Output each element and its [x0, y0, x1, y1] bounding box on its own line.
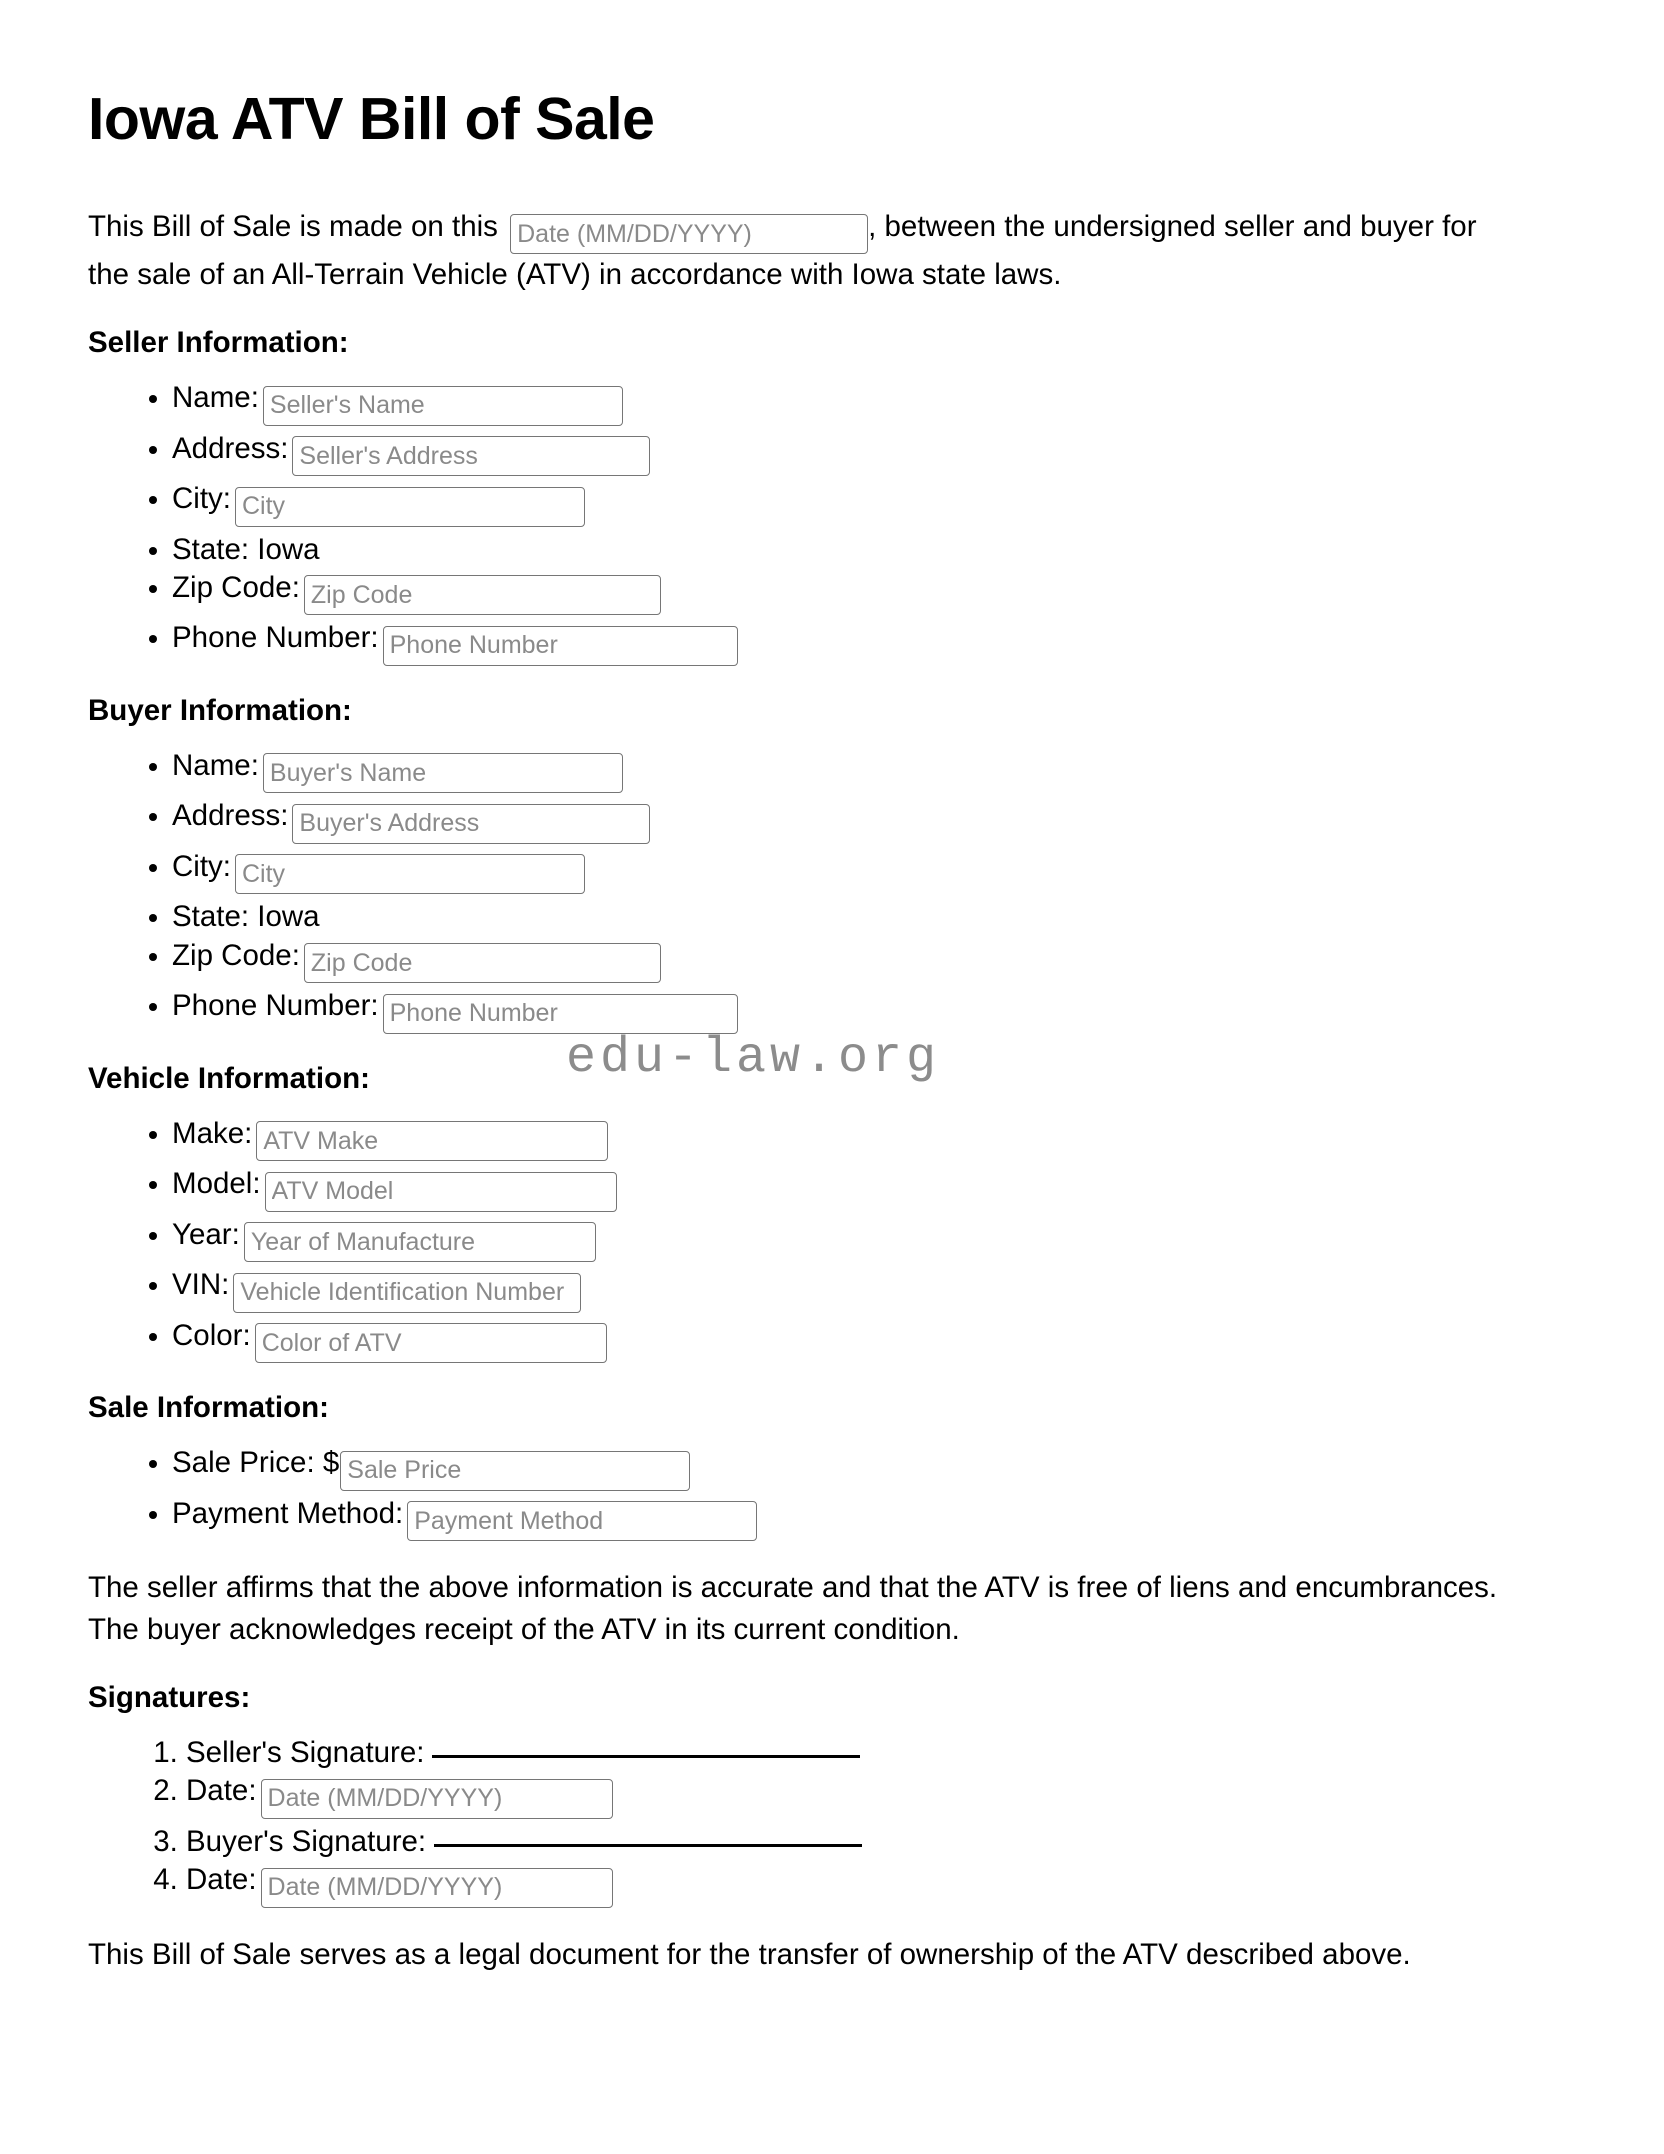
- seller-phone-input[interactable]: [383, 626, 738, 666]
- seller-information-heading: Seller Information:: [88, 326, 349, 360]
- seller-city-label: City:: [172, 482, 231, 516]
- site-watermark: edu-law.org: [566, 1030, 941, 1087]
- list-item: [172, 750, 1576, 794]
- list-item: [172, 800, 1576, 844]
- list-item: [186, 1775, 1576, 1819]
- buyer-signature-label: Buyer's Signature:: [186, 1824, 427, 1858]
- seller-address-input[interactable]: [292, 436, 650, 476]
- buyer-signature-date-input[interactable]: [261, 1868, 613, 1908]
- seller-zip-label: Zip Code:: [172, 570, 300, 604]
- buyer-zip-input[interactable]: [304, 943, 661, 983]
- seller-signature-date-input[interactable]: [261, 1779, 613, 1819]
- list-item: [172, 382, 1576, 426]
- intro-text-before-date: This Bill of Sale is made on this: [88, 209, 498, 243]
- vehicle-make-input[interactable]: [256, 1121, 608, 1161]
- vehicle-information-heading: Vehicle Information:: [88, 1061, 370, 1095]
- sale-price-label: Sale Price:: [172, 1446, 315, 1480]
- seller-phone-label: Phone Number:: [172, 621, 379, 655]
- seller-address-label: Address:: [172, 431, 289, 465]
- vehicle-field-list: [88, 1118, 1576, 1364]
- list-item: [186, 1826, 1576, 1857]
- list-item: [172, 433, 1576, 477]
- affirmation-paragraph: The seller affirms that the above information is accurate and that the ATV is free of liens and encumbrances. The buyer acknowledges receipt of the ATV in its current condition.: [88, 1571, 1498, 1647]
- seller-city-input[interactable]: [235, 487, 585, 527]
- list-item: [172, 1118, 1576, 1162]
- vehicle-color-label: Color:: [172, 1318, 251, 1352]
- list-item: [172, 534, 1576, 565]
- list-item: [172, 990, 1576, 1034]
- list-item: [172, 1168, 1576, 1212]
- buyer-city-input[interactable]: [235, 854, 585, 894]
- list-item: [172, 1320, 1576, 1364]
- buyer-address-input[interactable]: [292, 804, 650, 844]
- sale-price-input[interactable]: [340, 1451, 690, 1491]
- agreement-date-input[interactable]: [510, 214, 868, 254]
- buyer-name-label: Name:: [172, 748, 259, 782]
- buyer-phone-label: Phone Number:: [172, 989, 379, 1023]
- seller-signature-label: Seller's Signature:: [186, 1736, 425, 1769]
- payment-method-input[interactable]: [407, 1501, 757, 1541]
- vehicle-vin-label: VIN:: [172, 1268, 230, 1302]
- sale-information-heading: Sale Information:: [88, 1391, 329, 1425]
- buyer-name-input[interactable]: [263, 753, 623, 793]
- vehicle-model-input[interactable]: [265, 1172, 617, 1212]
- list-item: [172, 572, 1576, 616]
- vehicle-year-label: Year:: [172, 1217, 240, 1251]
- list-item: [172, 851, 1576, 895]
- signatures-list: [88, 1737, 1576, 1908]
- buyer-state-label: State: Iowa: [172, 900, 320, 934]
- list-item: [172, 483, 1576, 527]
- vehicle-year-input[interactable]: [244, 1222, 596, 1262]
- closing-paragraph: This Bill of Sale serves as a legal document for the transfer of ownership of the ATV described above.: [88, 1937, 1411, 1971]
- list-item: [172, 622, 1576, 666]
- list-item: [172, 1269, 1576, 1313]
- seller-name-label: Name:: [172, 381, 259, 415]
- vehicle-vin-input[interactable]: [233, 1273, 581, 1313]
- vehicle-model-label: Model:: [172, 1167, 261, 1201]
- seller-signature-line[interactable]: [432, 1755, 860, 1758]
- seller-signature-date-label: Date:: [186, 1774, 257, 1808]
- list-item: [186, 1864, 1576, 1908]
- vehicle-make-label: Make:: [172, 1116, 253, 1150]
- buyer-zip-label: Zip Code:: [172, 938, 300, 972]
- seller-field-list: [88, 382, 1576, 666]
- list-item: [172, 940, 1576, 984]
- intro-paragraph: [88, 206, 1518, 296]
- buyer-phone-input[interactable]: [383, 994, 738, 1034]
- buyer-city-label: City:: [172, 849, 231, 883]
- page-title: Iowa ATV Bill of Sale: [88, 86, 655, 152]
- seller-name-input[interactable]: [263, 386, 623, 426]
- seller-zip-input[interactable]: [304, 575, 661, 615]
- list-item: [172, 1447, 1576, 1491]
- buyer-signature-date-label: Date:: [186, 1863, 257, 1897]
- list-item: [172, 1498, 1576, 1542]
- intro-text-after-date: , between the undersigned seller and buyer for the sale of an All-Terrain Vehicle (ATV) in accordance with Iowa state laws.: [88, 209, 1477, 292]
- vehicle-color-input[interactable]: [255, 1323, 607, 1363]
- payment-method-label: Payment Method:: [172, 1496, 404, 1530]
- seller-state-label: State: Iowa: [172, 532, 320, 566]
- sale-field-list: [88, 1447, 1576, 1541]
- list-item: [186, 1737, 1576, 1768]
- list-item: [172, 1219, 1576, 1263]
- signatures-heading: Signatures:: [88, 1681, 251, 1714]
- currency-symbol: $: [322, 1446, 340, 1480]
- buyer-field-list: [88, 750, 1576, 1034]
- buyer-information-heading: Buyer Information:: [88, 693, 352, 727]
- buyer-address-label: Address:: [172, 799, 289, 833]
- list-item: [172, 901, 1576, 932]
- buyer-signature-line[interactable]: [434, 1844, 862, 1847]
